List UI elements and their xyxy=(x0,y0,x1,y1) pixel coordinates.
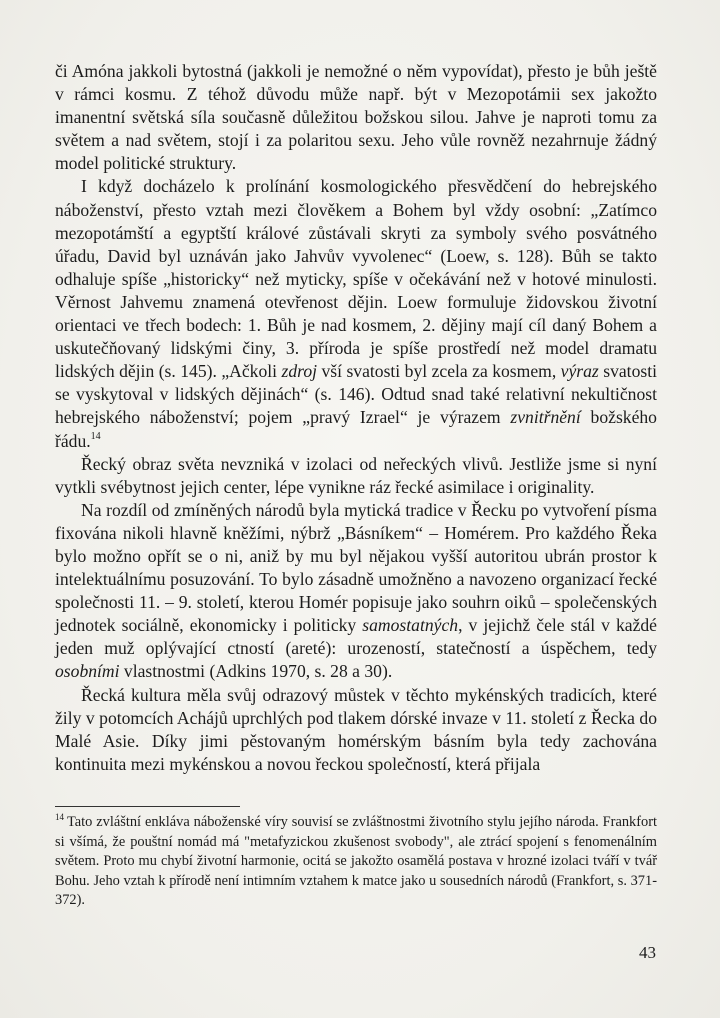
page-number: 43 xyxy=(639,943,656,962)
footnote xyxy=(55,813,657,911)
emphasis-vyraz: výraz xyxy=(560,361,599,382)
emphasis-zvnitrneni: zvnitřnění xyxy=(510,407,581,428)
emphasis-samostatnych: samostatných xyxy=(362,615,459,636)
paragraph-1: či Amóna jakkoli bytostná (jakkoli je nemožné o něm vypovídat), přesto je bůh ještě v rámci kosmu. Z téhož důvodu může např. být v Mezopotámii sex jakožto imanentní světská síla současně důležitou božskou silou. Jahve je naproti tomu za světem a nad světem, stojí i za polaritou sexu. Jeho vůle rovněž nezahrnuje žádný model politické struktury. xyxy=(55,61,657,174)
paragraph-3: Řecký obraz světa nevzniká v izolaci od neřeckých vlivů. Jestliže jsme si nyní vytkli svébytnost jejich center, lépe vynikne ráz řecké asimilace i originality. xyxy=(55,453,657,497)
footnote-reference: 14 xyxy=(90,430,101,442)
main-text xyxy=(55,60,657,776)
paragraph-2: I když docházelo k prolínání kosmologického přesvědčení do hebrejského náboženství, přesto vztah mezi člověkem a Bohem byl vždy osobní: „Zatímco mezopotámští a egyptští králové zůstávali skryti za symboly svého posvátného úřadu, David byl uznáván jako Jahvův vyvolenec“ (Loew, s. 128). Bůh se takto odhaluje spíše „historicky“ než myticky, spíše v očekávání než v hotové minulosti. Věrnost Jahvemu znamená otevřenost dějin. Loew formuluje židovskou životní orientaci ve třech bodech: 1. Bůh je nad kosmem, 2. dějiny mají cíl daný Bohem a uskutečňovaný lidskými činy, 3. příroda je spíše prostředí než model dramatu lidských dějin (s. 145). „Ačkoli zdroj vší svatosti byl zcela za kosmem, výraz svatosti se vyskytoval v lidských dějinách“ (s. 146). Odtud snad také relativní nekultičnost hebrejského náboženství; pojem „pravý Izrael“ je výrazem zvnitřnění božského řádu.$^{14}$ xyxy=(55,176,657,451)
paragraph-5: Řecká kultura měla svůj odrazový můstek v těchto mykénských tradicích, které žily v potomcích Achájů uprchlých pod tlakem dórské invaze v 11. století z Řecka do Malé Asie. Díky jimi pěstovaným homérským básním byla tedy zachována kontinuita mezi mykénskou a novou řeckou společností, která přijala xyxy=(55,684,657,774)
footnote-divider xyxy=(55,806,240,807)
footnote-number: 14 xyxy=(55,812,64,822)
footnote-text: Tato zvláštní enkláva náboženské víry souvisí se zvláštnostmi životního stylu jejího národa. Frankfort si všímá, že pouštní nomád má "metafyzickou zkušenost svobody", ale ztrácí spojení s fenomenálním světem. Proto mu chybí životní harmonie, ocitá se jakožto osamělá postava v hrozné izolaci tváří v tvář Bohu. Jeho vztah k přírodě není intimním vztahem k matce jako u sousedních národů (Frankfort, s. 371-372). xyxy=(55,814,657,909)
paragraph-4: Na rozdíl od zmíněných národů byla mytická tradice v Řecku po vytvoření písma fixována nikoli hlavně kněžími, nýbrž „Básníkem“ – Homérem. Pro každého Řeka bylo možno opřít se o ni, aniž by mu byl nějakou vyšší autoritou ubrán prostor k intelektuálnímu posuzování. To bylo zásadně umožněno a navozeno organizací řecké společnosti 11. – 9. století, kterou Homér popisuje jako souhrn oiků – společenských jednotek sociálně, ekonomicky i politicky samostatných, v jejichž čele stál v každé jeden muž oplývající ctností (areté): urozeností, statečností a úspěchem, tedy osobními vlastnostmi (Adkins 1970, s. 28 a 30). xyxy=(55,499,657,682)
emphasis-osobnimi: osobními xyxy=(55,661,120,682)
emphasis-zdroj: zdroj xyxy=(281,361,318,382)
